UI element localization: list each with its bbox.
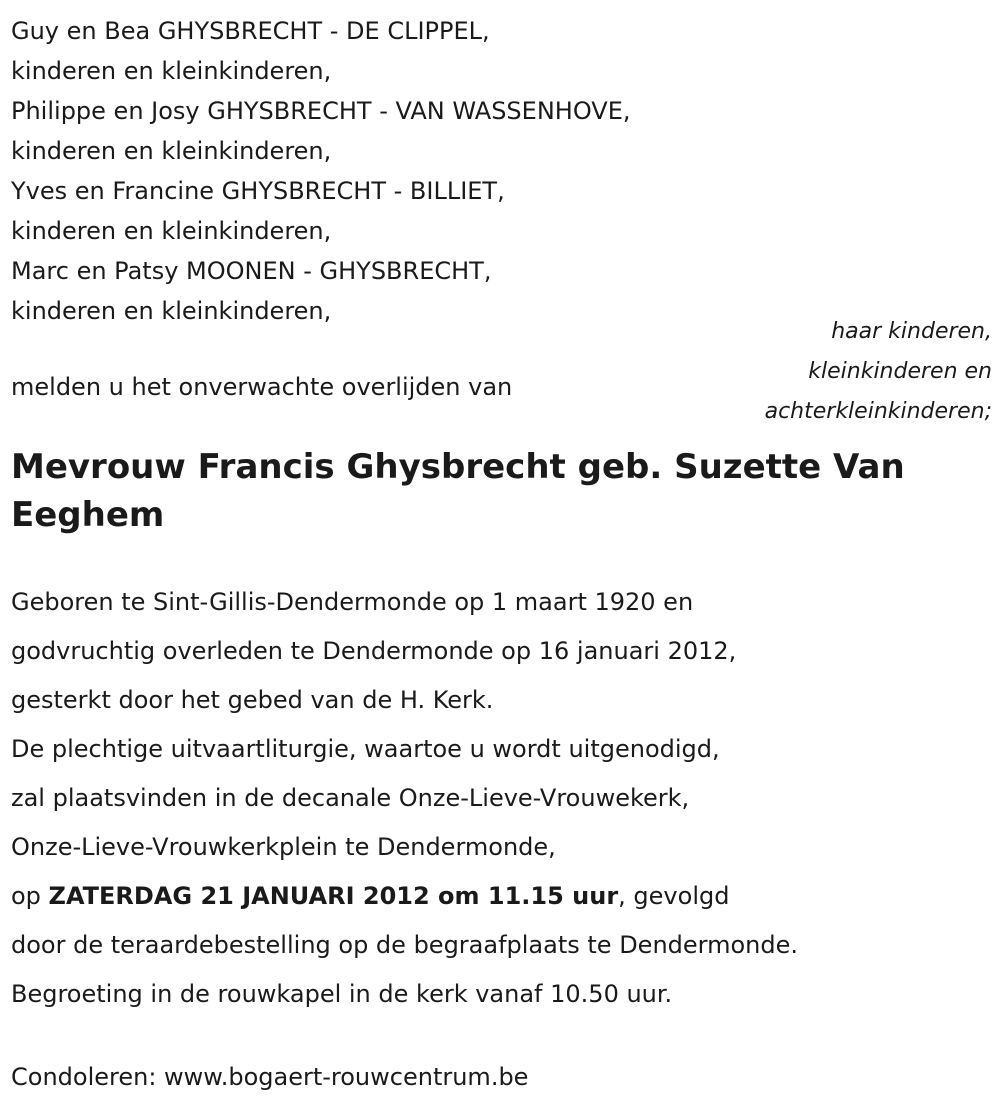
family-line: kinderen en kleinkinderen,: [11, 137, 332, 165]
funeral-date-prefix: op: [11, 882, 49, 910]
detail-line: zal plaatsvinden in de decanale Onze-Lieve-Vrouwekerk,: [11, 784, 690, 812]
family-line: kinderen en kleinkinderen,: [11, 217, 332, 245]
detail-line: Geboren te Sint-Gillis-Dendermonde op 1 maart 1920 en: [11, 588, 694, 616]
condolences-link[interactable]: Condoleren: www.bogaert-rouwcentrum.be: [11, 1063, 529, 1091]
funeral-date: ZATERDAG 21 JANUARI 2012 om 11.15 uur: [48, 882, 619, 910]
funeral-details: [11, 578, 991, 1019]
relations-block: [765, 312, 992, 432]
family-line: Marc en Patsy MOONEN - GHYSBRECHT,: [11, 257, 492, 285]
deceased-name: Mevrouw Francis Ghysbrecht geb. Suzette Van Eeghem: [11, 447, 905, 535]
detail-line: Onze-Lieve-Vrouwkerkplein te Dendermonde,: [11, 833, 556, 861]
family-list: [11, 11, 771, 331]
family-line: Yves en Francine GHYSBRECHT - BILLIET,: [11, 177, 505, 205]
detail-line: gesterkt door het gebed van de H. Kerk.: [11, 686, 494, 714]
family-line: kinderen en kleinkinderen,: [11, 57, 332, 85]
relation-line: kleinkinderen en: [808, 359, 992, 384]
detail-line: Begroeting in de rouwkapel in de kerk vanaf 10.50 uur.: [11, 980, 673, 1008]
detail-line: De plechtige uitvaartliturgie, waartoe u wordt uitgenodigd,: [11, 735, 720, 763]
relation-line: haar kinderen,: [831, 319, 992, 344]
relation-line: achterkleinkinderen;: [764, 399, 992, 424]
announcement-text: melden u het onverwachte overlijden van: [11, 373, 513, 401]
detail-line: godvruchtig overleden te Dendermonde op 16 januari 2012,: [11, 637, 737, 665]
family-line: Guy en Bea GHYSBRECHT - DE CLIPPEL,: [11, 17, 490, 45]
family-line: Philippe en Josy GHYSBRECHT - VAN WASSENHOVE,: [11, 97, 631, 125]
detail-line: door de teraardebestelling op de begraafplaats te Dendermonde.: [11, 931, 798, 959]
family-line: kinderen en kleinkinderen,: [11, 297, 332, 325]
funeral-date-line: [11, 872, 991, 921]
funeral-date-suffix: , gevolgd: [618, 882, 730, 910]
